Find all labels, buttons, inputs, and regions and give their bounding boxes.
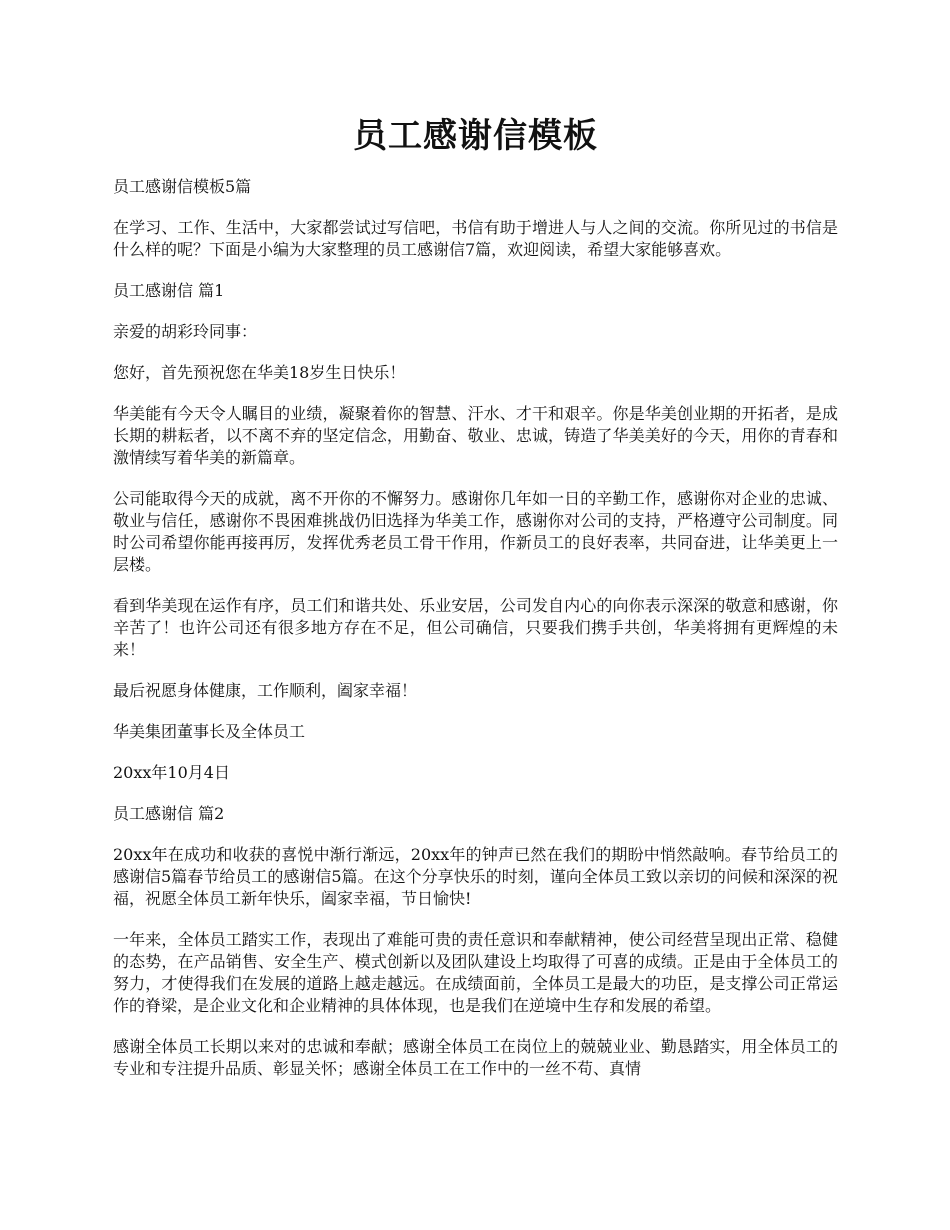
document-page [113,110,838,1099]
section-heading-1: 员工感谢信 篇1 [113,281,225,300]
body-paragraph: 公司能取得今天的成就，离不开你的不懈努力。感谢你几年如一日的辛勤工作，感谢你对企业的忠诚、敬业与信任，感谢你不畏困难挑战仍旧选择为华美工作，感谢你对公司的支持，严格遵守公司制度。同时公司希望你能再接再厉，发挥优秀老员工骨干作用，作新员工的良好表率，共同奋进，让华美更上一层楼。 [113,489,838,574]
body-paragraph: 感谢全体员工长期以来对的忠诚和奉献；感谢全体员工在岗位上的兢兢业业、勤恳踏实，用全体员工的专业和专注提升品质、彰显关怀；感谢全体员工在工作中的一丝不苟、真情 [113,1037,838,1078]
date-paragraph: 20xx年10月4日 [113,763,230,782]
body-paragraph: 看到华美现在运作有序，员工们和谐共处、乐业安居，公司发自内心的向你表示深深的敬意和感谢，你辛苦了！也许公司还有很多地方存在不足，但公司确信，只要我们携手共创，华美将拥有更辉煌的未来！ [113,596,838,659]
intro-paragraph: 在学习、工作、生活中，大家都尝试过写信吧，书信有助于增进人与人之间的交流。你所见过的书信是什么样的呢？下面是小编为大家整理的员工感谢信7篇，欢迎阅读，希望大家能够喜欢。 [113,218,838,259]
body-paragraph: 20xx年在成功和收获的喜悦中渐行渐远，20xx年的钟声已然在我们的期盼中悄然敲响。春节给员工的感谢信5篇春节给员工的感谢信5篇。在这个分享快乐的时刻，谨向全体员工致以亲切的问候和深深的祝福，祝愿全体员工新年快乐，阖家幸福，节日愉快! [113,845,838,908]
subtitle-paragraph: 员工感谢信模板5篇 [113,177,252,196]
section-heading-2: 员工感谢信 篇2 [113,804,225,823]
signature-paragraph: 华美集团董事长及全体员工 [113,722,306,741]
closing-paragraph: 最后祝愿身体健康，工作顺利，阖家幸福！ [113,681,418,700]
body-paragraph: 一年来，全体员工踏实工作，表现出了难能可贵的责任意识和奉献精神，使公司经营呈现出正常、稳健的态势，在产品销售、安全生产、模式创新以及团队建设上均取得了可喜的成绩。正是由于全体员工的努力，才使得我们在发展的道路上越走越远。在成绩面前，全体员工是最大的功臣，是支撑公司正常运作的脊梁，是企业文化和企业精神的具体体现，也是我们在逆境中生存和发展的希望。 [113,930,838,1015]
document-title: 员工感谢信模板 [353,116,598,156]
body-paragraph: 华美能有今天令人瞩目的业绩，凝聚着你的智慧、汗水、才干和艰辛。你是华美创业期的开拓者，是成长期的耕耘者，以不离不弃的坚定信念，用勤奋、敬业、忠诚，铸造了华美美好的今天，用你的青春和激情续写着华美的新篇章。 [113,404,838,467]
greeting-paragraph: 您好，首先预祝您在华美18岁生日快乐！ [113,363,406,382]
salutation-paragraph: 亲爱的胡彩玲同事： [113,322,258,341]
